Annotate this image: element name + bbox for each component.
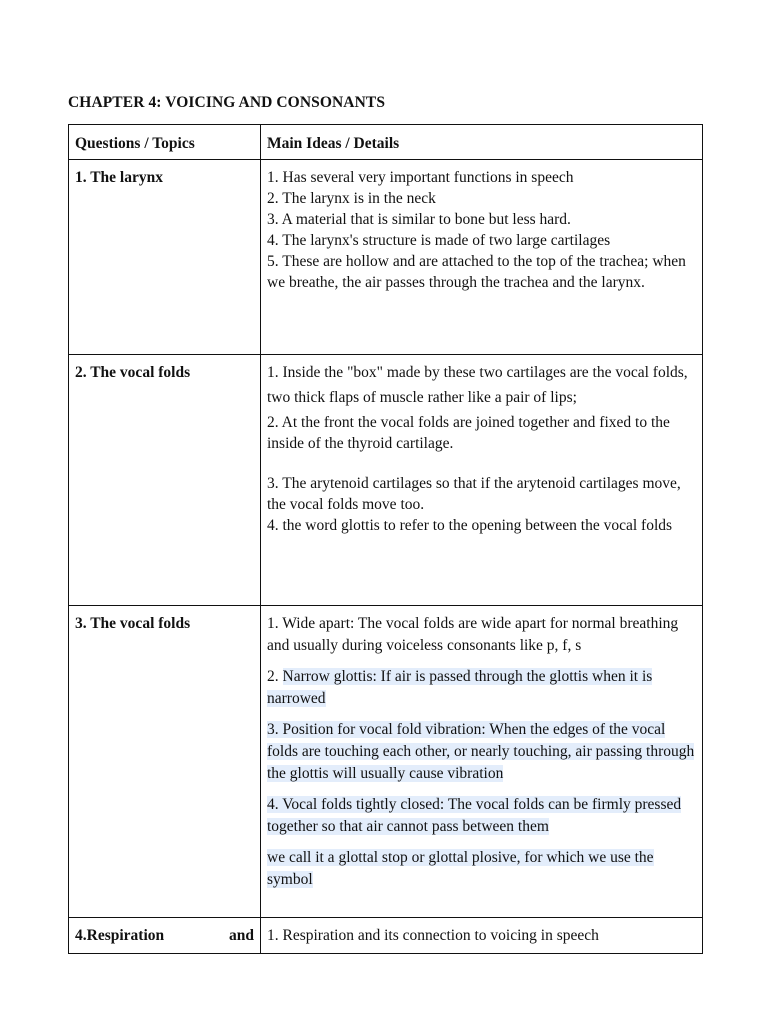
topic-label: 2. The vocal folds <box>75 364 191 381</box>
detail-item: 3. The arytenoid cartilages so that if the arytenoid cartilages move, the vocal folds move too. <box>267 475 681 513</box>
detail-item: 4. the word glottis to refer to the opening between the vocal folds <box>267 517 673 534</box>
header-topics: Questions / Topics <box>69 125 261 160</box>
detail-cell <box>261 606 703 918</box>
page-title: CHAPTER 4: VOICING AND CONSONANTS <box>68 94 386 111</box>
topic-label: 3. The vocal folds <box>75 615 191 632</box>
topic-cell <box>69 160 261 355</box>
topic-label-suffix: and <box>229 927 254 944</box>
detail-item: 4. The larynx's structure is made of two large cartilages <box>267 232 611 249</box>
detail-item: 1. Respiration and its connection to voicing in speech <box>267 927 599 944</box>
table-row <box>69 160 703 355</box>
topic-cell <box>69 355 261 606</box>
highlighted-text: Narrow glottis: If air is passed through the glottis when it is narrowed <box>267 668 653 707</box>
topic-cell <box>69 918 261 954</box>
topic-label: 4.Respiration <box>75 927 165 944</box>
detail-cell <box>261 918 703 954</box>
table-header-row <box>69 125 703 160</box>
topic-label: 1. The larynx <box>75 169 163 186</box>
detail-item <box>267 719 696 785</box>
notes-table <box>68 124 703 954</box>
detail-cell <box>261 160 703 355</box>
detail-item: 1. Inside the "box" made by these two cartilages are the vocal folds, <box>267 364 688 381</box>
table-row <box>69 355 703 606</box>
detail-item: 1. Has several very important functions in speech <box>267 169 574 186</box>
highlighted-text: 4. Vocal folds tightly closed: The vocal folds can be firmly pressed together so that air cannot pass between them <box>267 796 682 835</box>
detail-cell <box>261 355 703 606</box>
detail-item <box>267 794 696 838</box>
header-details: Main Ideas / Details <box>261 125 703 160</box>
table-row <box>69 606 703 918</box>
detail-item <box>267 666 696 710</box>
detail-item: 2. The larynx is in the neck <box>267 190 436 207</box>
detail-item: two thick flaps of muscle rather like a pair of lips; <box>267 389 577 406</box>
detail-item: 3. A material that is similar to bone but less hard. <box>267 211 571 228</box>
detail-item: 5. These are hollow and are attached to the top of the trachea; when we breathe, the air passes through the trachea and the larynx. <box>267 253 686 291</box>
detail-item: 2. At the front the vocal folds are joined together and fixed to the inside of the thyroid cartilage. <box>267 414 670 452</box>
topic-cell <box>69 606 261 918</box>
table-row <box>69 918 703 954</box>
highlighted-text: we call it a glottal stop or glottal plosive, for which we use the symbol <box>267 849 654 888</box>
detail-item: 1. Wide apart: The vocal folds are wide apart for normal breathing and usually during voiceless consonants like p, f, s <box>267 615 679 654</box>
detail-number: 2. <box>267 668 283 685</box>
detail-item <box>267 847 696 891</box>
highlighted-text: 3. Position for vocal fold vibration: When the edges of the vocal folds are touching each other, or nearly touching, air passing through the glottis will usually cause vibration <box>267 721 695 782</box>
